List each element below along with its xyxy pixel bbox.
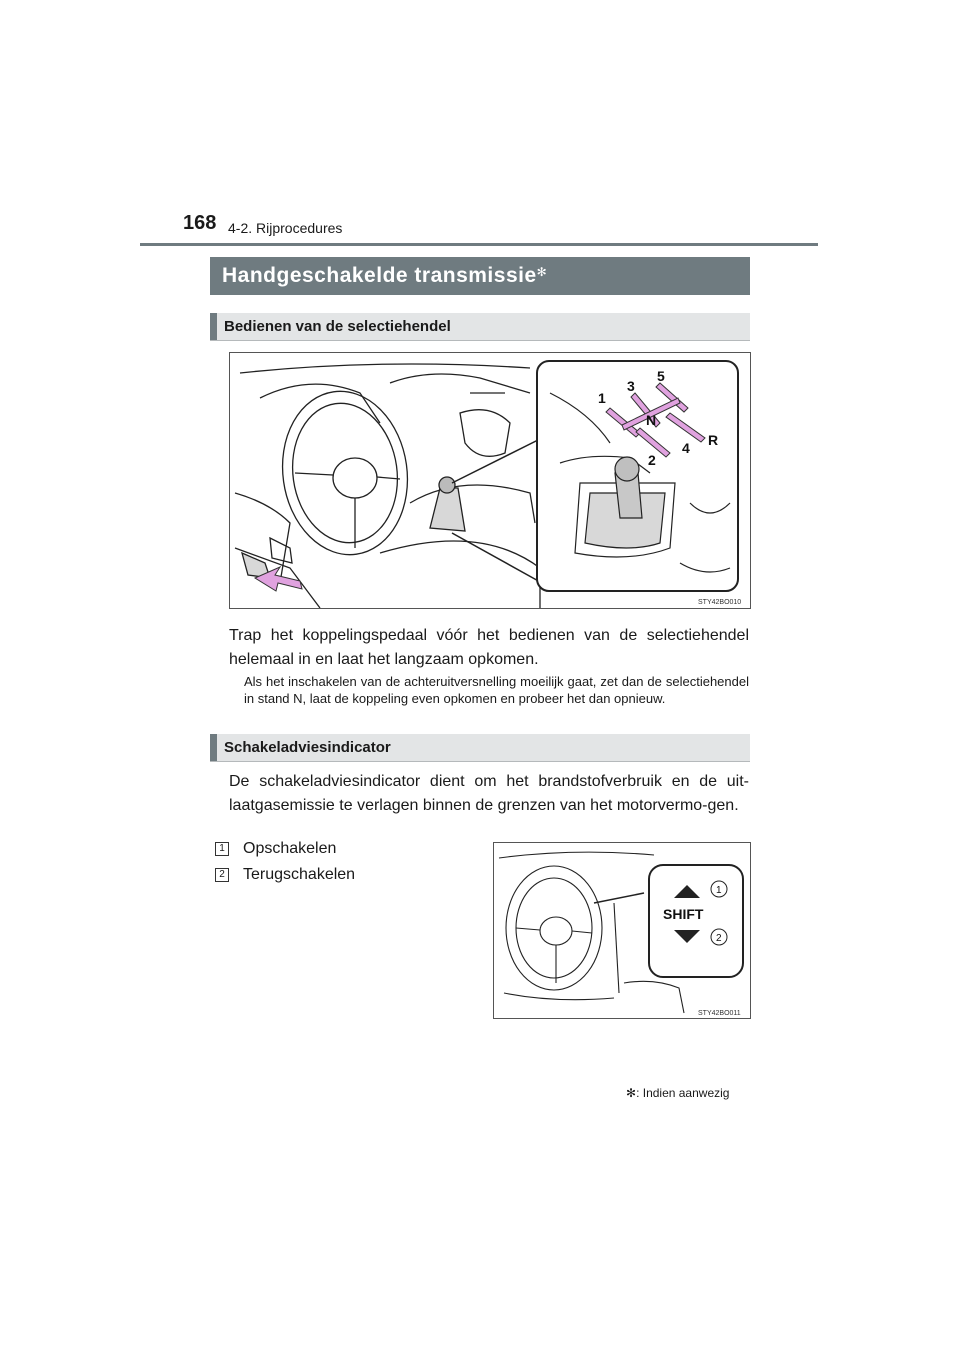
- gear-label: N: [646, 412, 657, 428]
- section-heading-selector-lever: [210, 313, 750, 341]
- page-title: [210, 257, 750, 295]
- footnote-mark: ✻: [626, 1086, 637, 1100]
- section-heading-shift-indicator: [210, 734, 750, 762]
- page-number: 168: [183, 212, 217, 234]
- figure-code: STY42BO010: [698, 599, 742, 606]
- gear-label: R: [708, 432, 719, 448]
- list-item-label: Terugschakelen: [243, 866, 356, 883]
- dashboard-illustration: [494, 843, 750, 1018]
- note-text: Als het inschakelen van de achteruitversnelling moeilijk gaat, zet dan de selectiehendel in stand N, laat de koppeling even opkomen en probeer het dan opnieuw.: [244, 674, 749, 706]
- callout-number: 2: [716, 933, 722, 944]
- callout-number: 1: [716, 885, 722, 896]
- footnote: [626, 1086, 729, 1100]
- gear-label: 1: [598, 390, 606, 406]
- gear-label: 5: [657, 368, 665, 384]
- gear-label: 2: [648, 452, 656, 468]
- list-marker: 2: [215, 868, 229, 882]
- gear-lever-figure: [229, 352, 751, 609]
- heading-bar: [210, 313, 217, 340]
- header-rule: [140, 243, 818, 246]
- description-text: De schakeladviesindicator dient om het brandstofverbruik en de uit-laatgasemissie te verlagen binnen de grenzen van het motorvermo-gen.: [229, 773, 749, 814]
- section-heading-text: Bedienen van de selectiehendel: [224, 318, 451, 335]
- heading-bar: [210, 734, 217, 761]
- page-title-text: Handgeschakelde transmissie: [222, 264, 537, 287]
- shift-indicator-text: SHIFT: [663, 906, 704, 922]
- gear-label: 4: [682, 440, 690, 456]
- list-item-label: Opschakelen: [243, 840, 337, 857]
- section-breadcrumb: 4-2. Rijprocedures: [228, 220, 343, 236]
- list-marker: 1: [215, 842, 229, 856]
- optional-mark: ✻: [536, 265, 548, 279]
- instruction-text: Trap het koppelingspedaal vóór het bedienen van de selectiehendel helemaal in en laat het langzaam opkomen.: [229, 627, 749, 668]
- gear-label: 3: [627, 378, 635, 394]
- footnote-text: : Indien aanwezig: [636, 1086, 730, 1100]
- figure-code: STY42BO011: [698, 1010, 741, 1017]
- section-heading-text: Schakeladviesindicator: [224, 739, 391, 756]
- car-interior-illustration: [230, 353, 750, 608]
- shift-indicator-figure: [493, 842, 751, 1019]
